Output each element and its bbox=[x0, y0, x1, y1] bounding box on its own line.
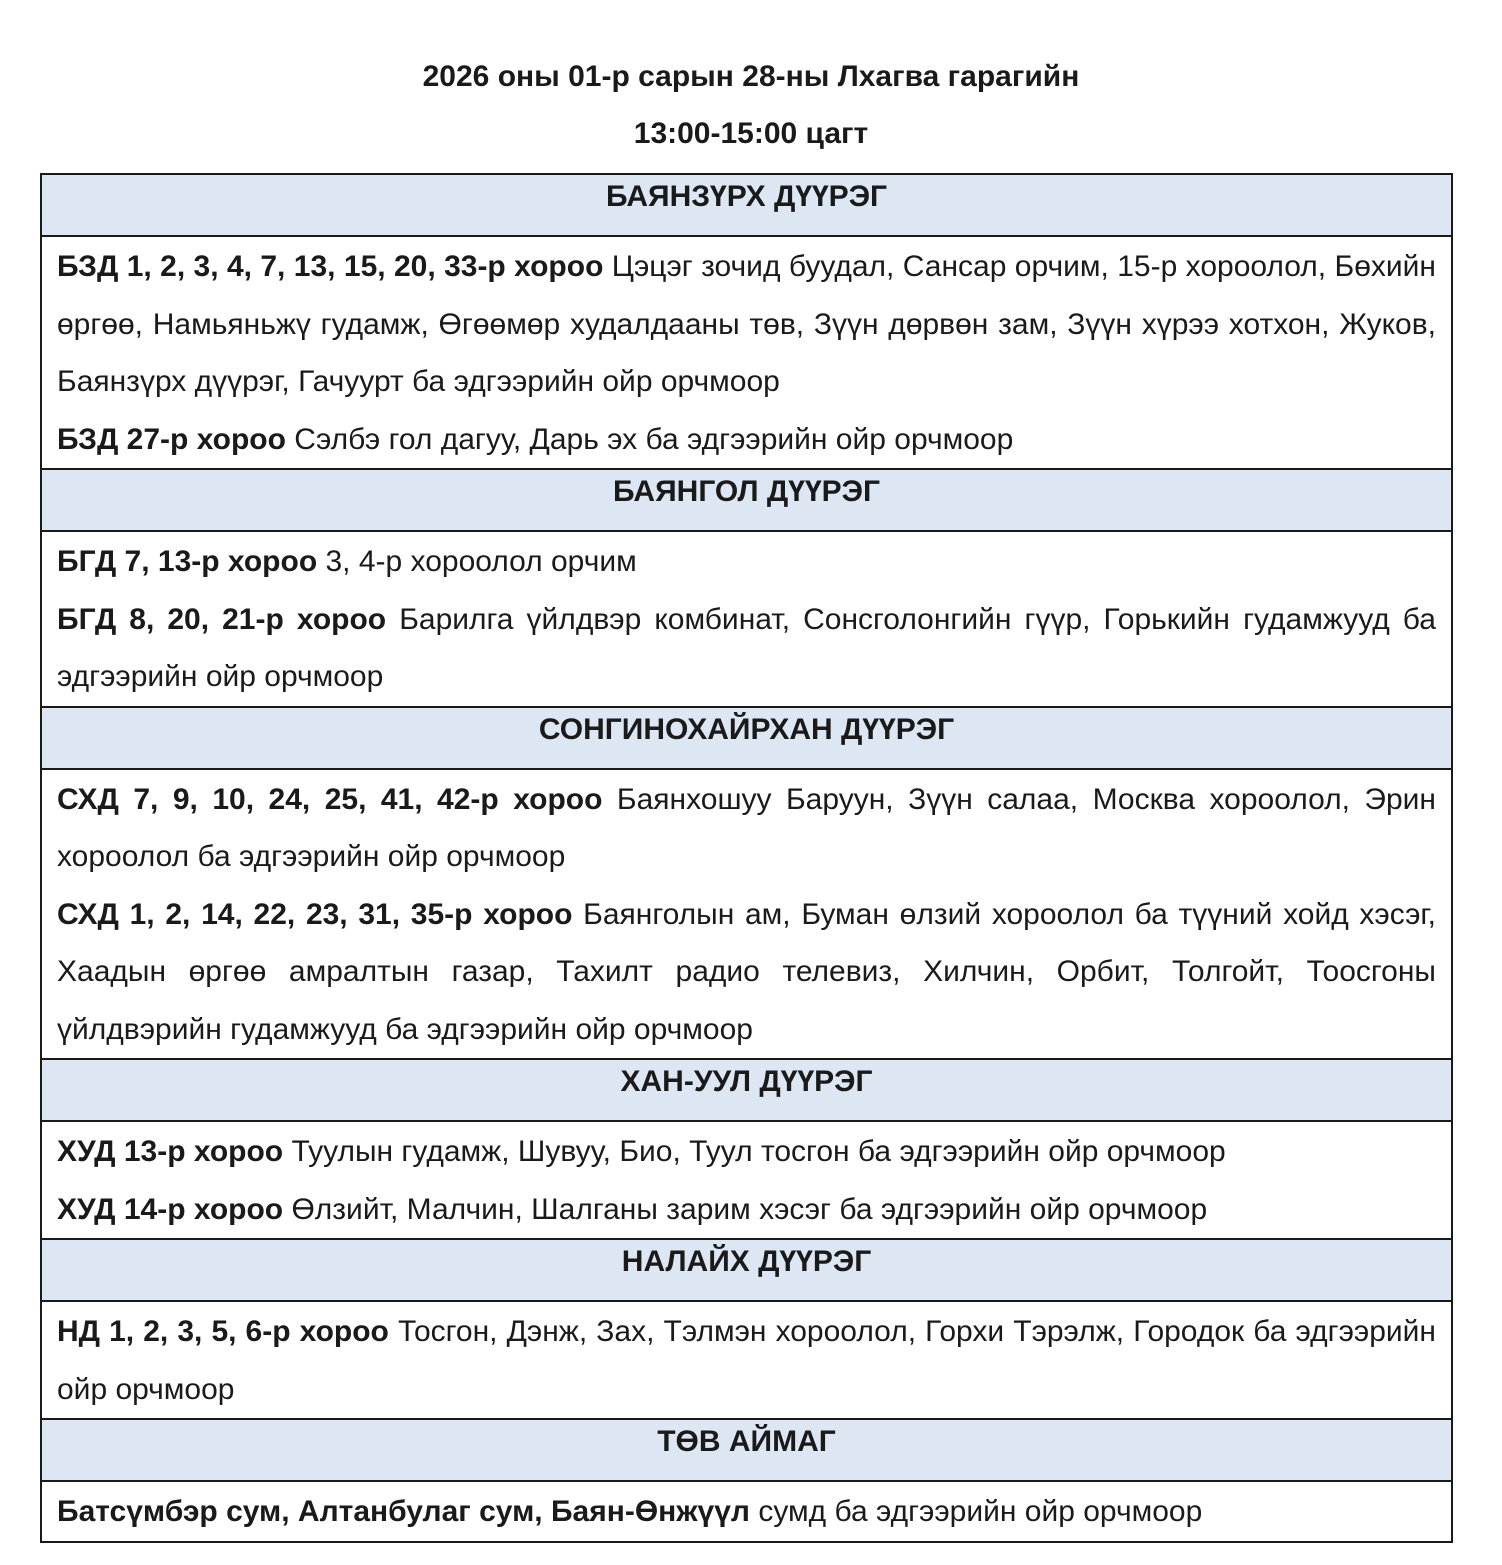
area-entry bbox=[57, 886, 1436, 1059]
region-body-row bbox=[41, 769, 1452, 1060]
region-header-row bbox=[41, 174, 1452, 236]
region-header-row bbox=[41, 1419, 1452, 1481]
region-entries bbox=[41, 236, 1452, 469]
outage-schedule-table bbox=[40, 173, 1453, 1543]
khoroo-list: ХУД 14-р хороо bbox=[57, 1192, 284, 1226]
region-entries bbox=[41, 769, 1452, 1060]
area-entry bbox=[57, 238, 1436, 411]
khoroo-list: ХУД 13-р хороо bbox=[57, 1135, 284, 1168]
document-title: 2026 оны 01-р сарын 28-ны Лхагва гарагийн bbox=[422, 60, 1080, 93]
region-name: ТӨВ АЙМАГ bbox=[41, 1419, 1452, 1481]
area-entry bbox=[57, 1483, 1436, 1541]
khoroo-list: БГД 7, 13-р хороо bbox=[57, 545, 318, 578]
region-body-row bbox=[41, 1121, 1452, 1239]
region-body-row bbox=[41, 1481, 1452, 1542]
time-range: 13:00-15:00 цагт bbox=[633, 117, 869, 150]
region-name: БАЯНГОЛ ДҮҮРЭГ bbox=[41, 469, 1452, 531]
khoroo-list: СХД 7, 9, 10, 24, 25, 41, 42-р хороо bbox=[57, 782, 603, 816]
location-list: Баянхошуу Баруун, Зүүн салаа, Москва хороолол, Эрин хороолол ба эдгээрийн ойр орчмоор bbox=[57, 782, 1436, 873]
khoroo-list: БЗД 27-р хороо bbox=[57, 422, 286, 456]
region-header-row bbox=[41, 707, 1452, 769]
area-entry bbox=[57, 411, 1436, 469]
region-entries bbox=[41, 1301, 1452, 1419]
region-entries bbox=[41, 1481, 1452, 1542]
location-list: Цэцэг зочид буудал, Сансар орчим, 15-р хороолол, Бөхийн өргөө, Намьяньжү гудамж, Өгөөмөр худалдааны төв, Зүүн дөрвөн зам, Зүүн хүрээ хотхон, Жуков, Баянзүрх дүүрэг, Гачуурт ба эдгээрийн ойр орчмоор bbox=[57, 250, 1436, 398]
region-body-row bbox=[41, 1301, 1452, 1419]
location-list: Өлзийт, Малчин, Шалганы зарим хэсэг ба эдгээрийн ойр орчмоор bbox=[283, 1192, 1208, 1226]
region-header-row bbox=[41, 1059, 1452, 1121]
region-body-row bbox=[41, 531, 1452, 707]
location-list: Тосгон, Дэнж, Зах, Тэлмэн хороолол, Горхи Тэрэлж, Городок ба эдгээрийн ойр орчмоор bbox=[57, 1315, 1436, 1406]
region-header-row bbox=[41, 469, 1452, 531]
location-list: Барилга үйлдвэр комбинат, Сонсголонгийн гүүр, Горькийн гудамжууд ба эдгээрийн ойр орчмоор bbox=[57, 602, 1436, 693]
region-name: ХАН-УУЛ ДҮҮРЭГ bbox=[41, 1059, 1452, 1121]
region-body-row bbox=[41, 236, 1452, 469]
location-list: Сэлбэ гол дагуу, Дарь эх ба эдгээрийн ойр орчмоор bbox=[285, 422, 1014, 456]
khoroo-list: БГД 8, 20, 21-р хороо bbox=[57, 602, 387, 636]
location-list: Туулын гудамж, Шувуу, Био, Туул тосгон ба эдгээрийн ойр орчмоор bbox=[283, 1135, 1226, 1168]
location-list: сумд ба эдгээрийн ойр орчмоор bbox=[749, 1495, 1203, 1528]
region-header-row bbox=[41, 1239, 1452, 1301]
region-name: СОНГИНОХАЙРХАН ДҮҮРЭГ bbox=[41, 707, 1452, 769]
sum-list: Батсүмбэр сум, Алтанбулаг сум, Баян-Өнжүүл bbox=[57, 1495, 750, 1528]
location-list: Баянголын ам, Буман өлзий хороолол ба түүний хойд хэсэг, Хаадын өргөө амралтын газар, Тахилт радио телевиз, Хилчин, Орбит, Толгойт, Тоосгоны үйлдвэрийн гудамжууд ба эдгээрийн ойр орчмоор bbox=[57, 897, 1436, 1046]
region-name: БАЯНЗҮРХ ДҮҮРЭГ bbox=[41, 174, 1452, 236]
khoroo-list: СХД 1, 2, 14, 22, 23, 31, 35-р хороо bbox=[57, 897, 573, 931]
khoroo-list: НД 1, 2, 3, 5, 6-р хороо bbox=[57, 1315, 389, 1348]
region-entries bbox=[41, 531, 1452, 707]
region-entries bbox=[41, 1121, 1452, 1239]
area-entry bbox=[57, 1303, 1436, 1418]
area-entry bbox=[57, 533, 1436, 591]
region-name: НАЛАЙХ ДҮҮРЭГ bbox=[41, 1239, 1452, 1301]
area-entry bbox=[57, 591, 1436, 706]
khoroo-list: БЗД 1, 2, 3, 4, 7, 13, 15, 20, 33-р хороо bbox=[57, 250, 604, 283]
area-entry bbox=[57, 1181, 1436, 1239]
area-entry bbox=[57, 771, 1436, 886]
location-list: 3, 4-р хороолол орчим bbox=[317, 545, 637, 578]
area-entry bbox=[57, 1123, 1436, 1181]
